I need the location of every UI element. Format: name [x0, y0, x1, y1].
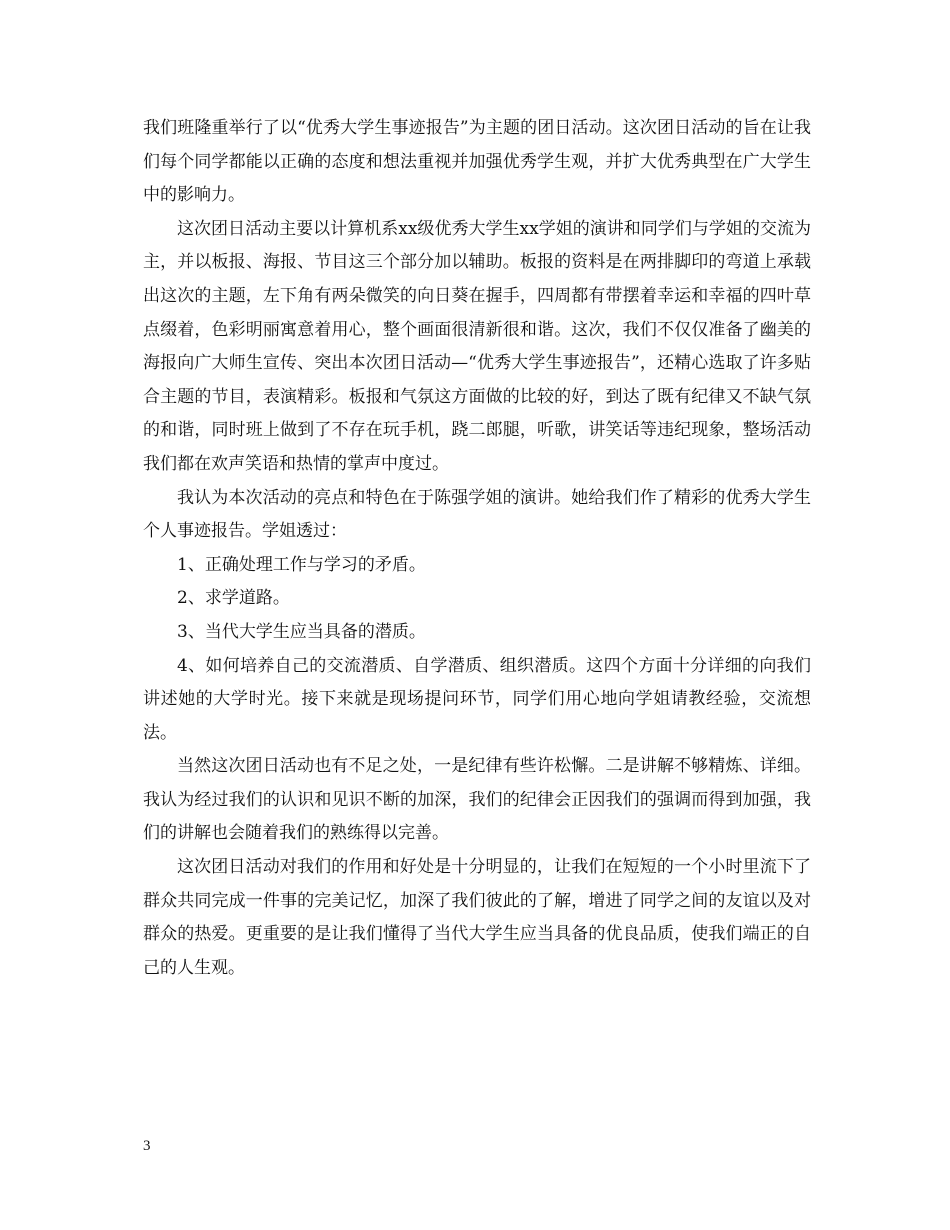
paragraph: 这次团日活动主要以计算机系xx级优秀大学生xx学姐的演讲和同学们与学姐的交流为主，并以板报、海报、节目这三个部分加以辅助。板报的资料是在两排脚印的弯道上承载出这次的主题，左下角有两朵微笑的向日葵在握手，四周都有带摆着幸运和幸福的四叶草点缀着，色彩明丽寓意着用心，整个画面很清新很和谐。这次，我们不仅仅准备了幽美的海报向广大师生宣传、突出本次团日活动—“优秀大学生事迹报告”，还精心选取了许多贴合主题的节目，表演精彩。板报和气氛这方面做的比较的好，到达了既有纪律又不缺气氛的和谐，同时班上做到了不存在玩手机，跷二郎腿，听歌，讲笑话等违纪现象，整场活动我们都在欢声笑语和热情的掌声中度过。: [143, 218, 811, 474]
paragraph: 我们班隆重举行了以“优秀大学生事迹报告”为主题的团日活动。这次团日活动的旨在让我们每个同学都能以正确的态度和想法重视并加强优秀学生观，并扩大优秀典型在广大学生中的影响力。: [143, 118, 811, 206]
list-item: 3、当代大学生应当具备的潜质。: [177, 621, 426, 642]
list-item: 4、如何培养自己的交流潜质、自学潜质、组织潜质。这四个方面十分详细的向我们讲述她的大学时光。接下来就是现场提问环节，同学们用心地向学姐请教经验，交流想法。: [143, 655, 811, 743]
paragraph: 这次团日活动对我们的作用和好处是十分明显的，让我们在短短的一个小时里流下了群众共同完成一件事的完美记忆，加深了我们彼此的了解，增进了同学之间的友谊以及对群众的热爱。更重要的是让我们懂得了当代大学生应当具备的优良品质，使我们端正的自己的人生观。: [143, 857, 811, 978]
list-item: 2、求学道路。: [177, 588, 290, 609]
list-item: 1、正确处理工作与学习的矛盾。: [177, 554, 426, 575]
page-number: 3: [143, 1138, 151, 1154]
document-body: [143, 112, 811, 985]
paragraph: 当然这次团日活动也有不足之处，一是纪律有些许松懈。二是讲解不够精炼、详细。我认为经过我们的认识和见识不断的加深，我们的纪律会正因我们的强调而得到加强，我们的讲解也会随着我们的熟练得以完善。: [143, 756, 811, 844]
paragraph: 我认为本次活动的亮点和特色在于陈强学姐的演讲。她给我们作了精彩的优秀大学生个人事迹报告。学姐透过：: [143, 487, 811, 542]
